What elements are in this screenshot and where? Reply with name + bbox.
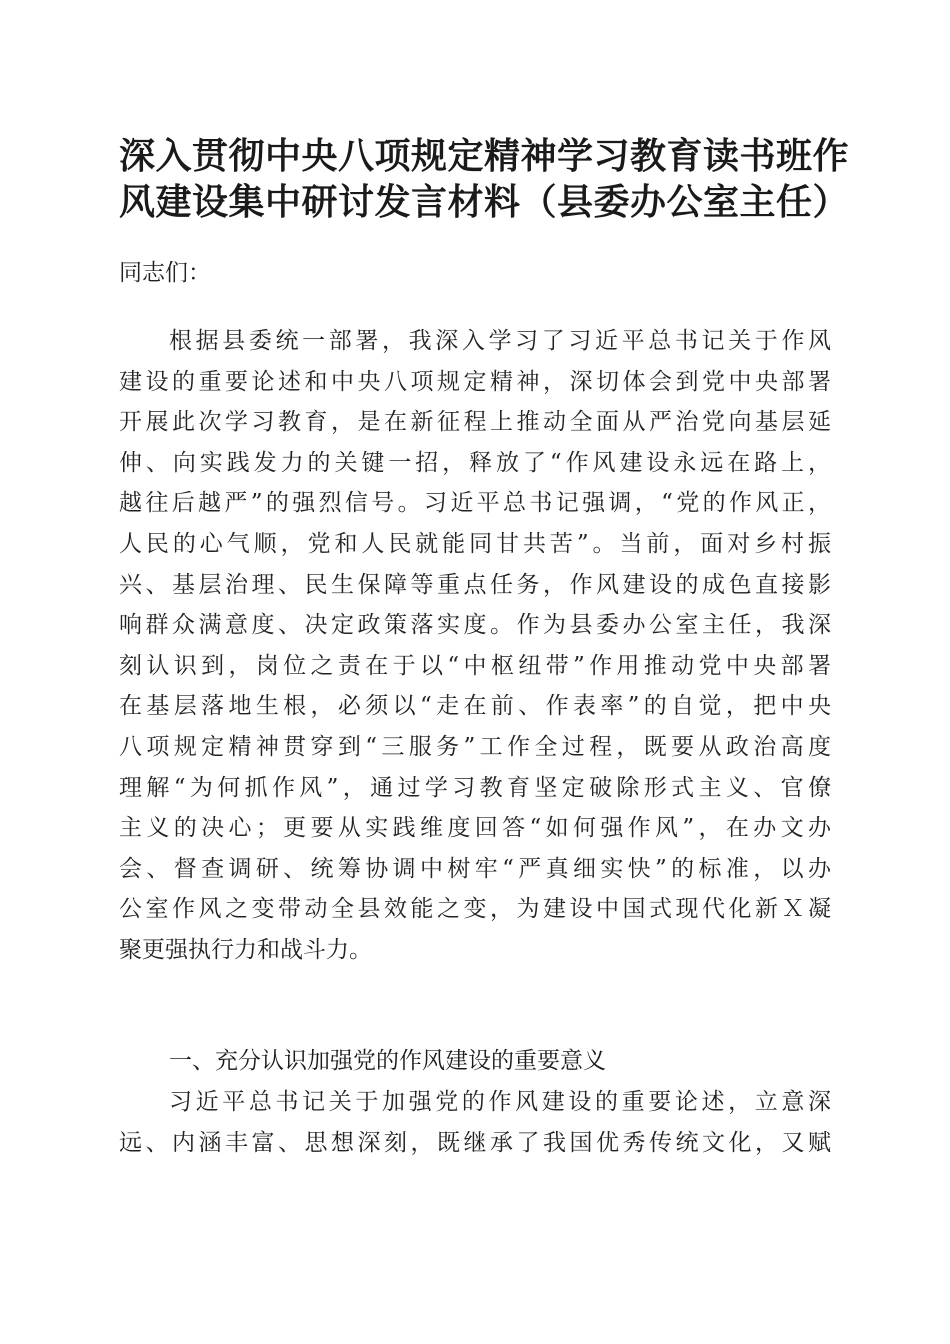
paragraph-line: 会、督查调研、统筹协调中树牢“严真细实快”的标准，以办 (119, 856, 831, 882)
paragraph-line: 理解“为何抓作风”，通过学习教育坚定破除形式主义、官僚 (119, 775, 831, 801)
paragraph-line: 八项规定精神贯穿到“三服务”工作全过程，既要从政治高度 (119, 734, 831, 760)
paragraph-line: 远、内涵丰富、思想深刻，既继承了我国优秀传统文化，又赋 (119, 1130, 831, 1156)
paragraph-line: 在基层落地生根，必须以“走在前、作表率”的自觉，把中央 (119, 693, 831, 719)
section-heading: 一、充分认识加强党的作风建设的重要意义 (169, 1048, 606, 1074)
paragraph-line: 开展此次学习教育，是在新征程上推动全面从严治党向基层延 (119, 409, 831, 435)
paragraph-line: 根据县委统一部署，我深入学习了习近平总书记关于作风 (169, 328, 831, 354)
paragraph-line: 伸、向实践发力的关键一招，释放了“作风建设永远在路上， (119, 450, 831, 476)
paragraph-line: 人民的心气顺，党和人民就能同甘共苦”。当前，面对乡村振 (119, 531, 831, 557)
paragraph-line: 刻认识到，岗位之责在于以“中枢纽带”作用推动党中央部署 (119, 653, 831, 679)
paragraph-line: 主义的决心；更要从实践维度回答“如何强作风”，在办文办 (119, 815, 831, 841)
paragraph-line: 聚更强执行力和战斗力。 (119, 937, 372, 963)
paragraph-line: 习近平总书记关于加强党的作风建设的重要论述，立意深 (169, 1089, 831, 1115)
greeting: 同志们： (119, 260, 211, 286)
paragraph-line: 兴、基层治理、民生保障等重点任务，作风建设的成色直接影 (119, 572, 831, 598)
document-title-line-2: 风建设集中研讨发言材料（县委办公室主任） (119, 181, 850, 223)
paragraph-line: 公室作风之变带动全县效能之变，为建设中国式现代化新Ｘ凝 (119, 896, 831, 922)
paragraph-line: 越往后越严”的强烈信号。习近平总书记强调，“党的作风正， (119, 490, 831, 516)
paragraph-line: 响群众满意度、决定政策落实度。作为县委办公室主任，我深 (119, 612, 831, 638)
paragraph-line: 建设的重要论述和中央八项规定精神，深切体会到党中央部署 (119, 369, 831, 395)
document-title-line-1: 深入贯彻中央八项规定精神学习教育读书班作 (119, 135, 850, 177)
